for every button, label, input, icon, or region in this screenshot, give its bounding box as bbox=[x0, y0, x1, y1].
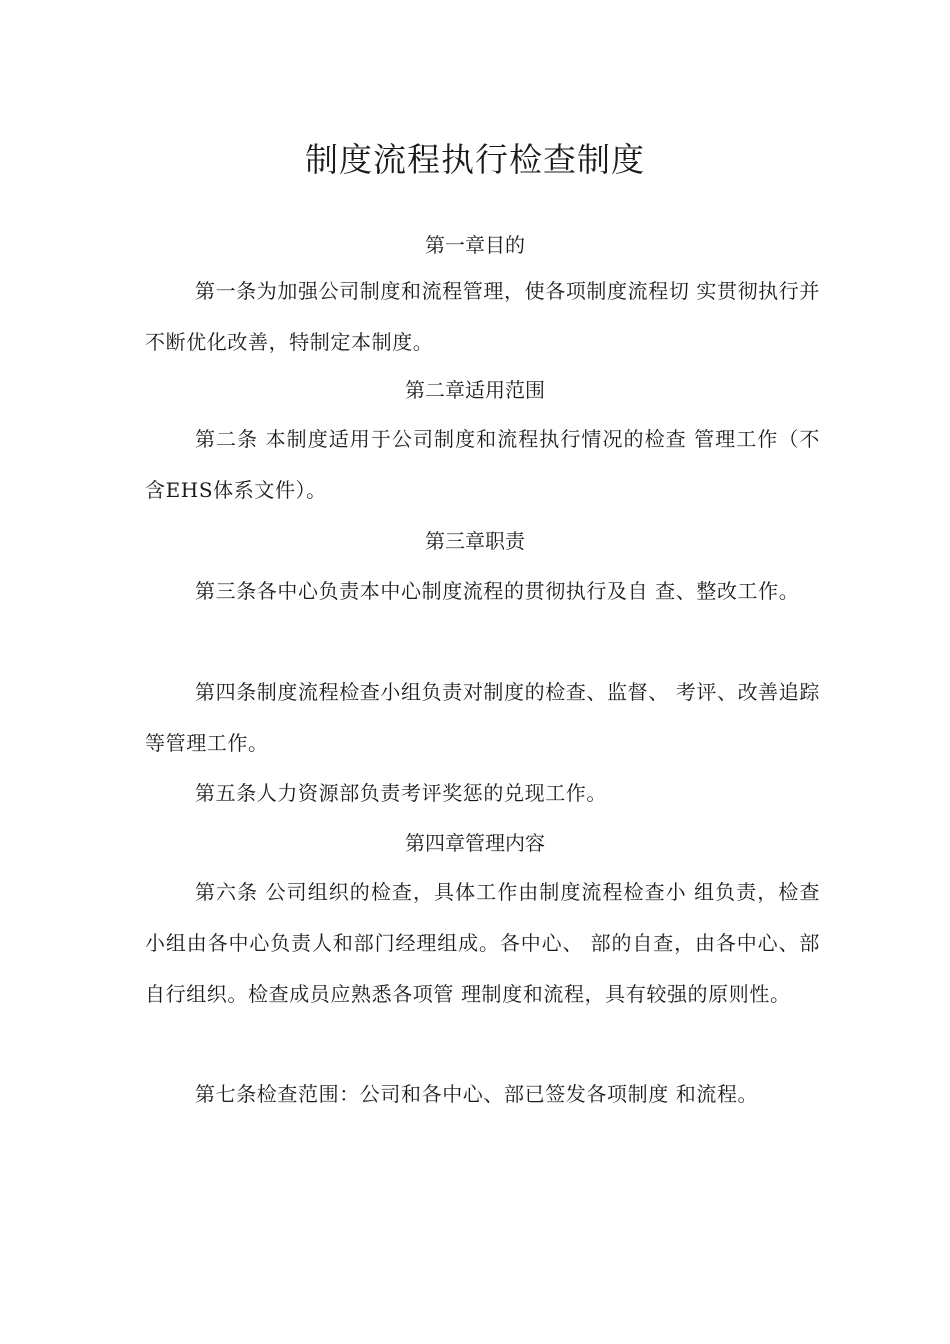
article-7: 第七条检查范围：公司和各中心、部已签发各项制度 和流程。 bbox=[195, 1082, 759, 1106]
article-5: 第五条人力资源部负责考评奖惩的兑现工作。 bbox=[195, 781, 607, 805]
article-4: 第四条制度流程检查小组负责对制度的检查、监督、 考评、改善追踪等管理工作。 bbox=[145, 680, 820, 755]
chapter-heading-2: 第二章适用范围 bbox=[405, 378, 545, 402]
chapter-heading-4: 第四章管理内容 bbox=[405, 831, 545, 855]
article-6: 第六条 公司组织的检查，具体工作由制度流程检查小 组负责，检查小组由各中心负责人和部门经理组成。各中心、 部的自查，由各中心、部自行组织。检查成员应熟悉各项管 理制度和流程，具有较强的原则性。 bbox=[145, 880, 820, 1006]
chapter-heading-1: 第一章目的 bbox=[425, 233, 525, 257]
article-2: 第二条 本制度适用于公司制度和流程执行情况的检查 管理工作（不含EHS体系文件）。 bbox=[145, 427, 820, 502]
article-3: 第三条各中心负责本中心制度流程的贯彻执行及自 查、整改工作。 bbox=[195, 579, 800, 603]
article-1: 第一条为加强公司制度和流程管理，使各项制度流程切 实贯彻执行并不断优化改善，特制定本制度。 bbox=[145, 279, 820, 354]
document-title: 制度流程执行检查制度 bbox=[305, 140, 645, 179]
chapter-heading-3: 第三章职责 bbox=[425, 529, 525, 553]
